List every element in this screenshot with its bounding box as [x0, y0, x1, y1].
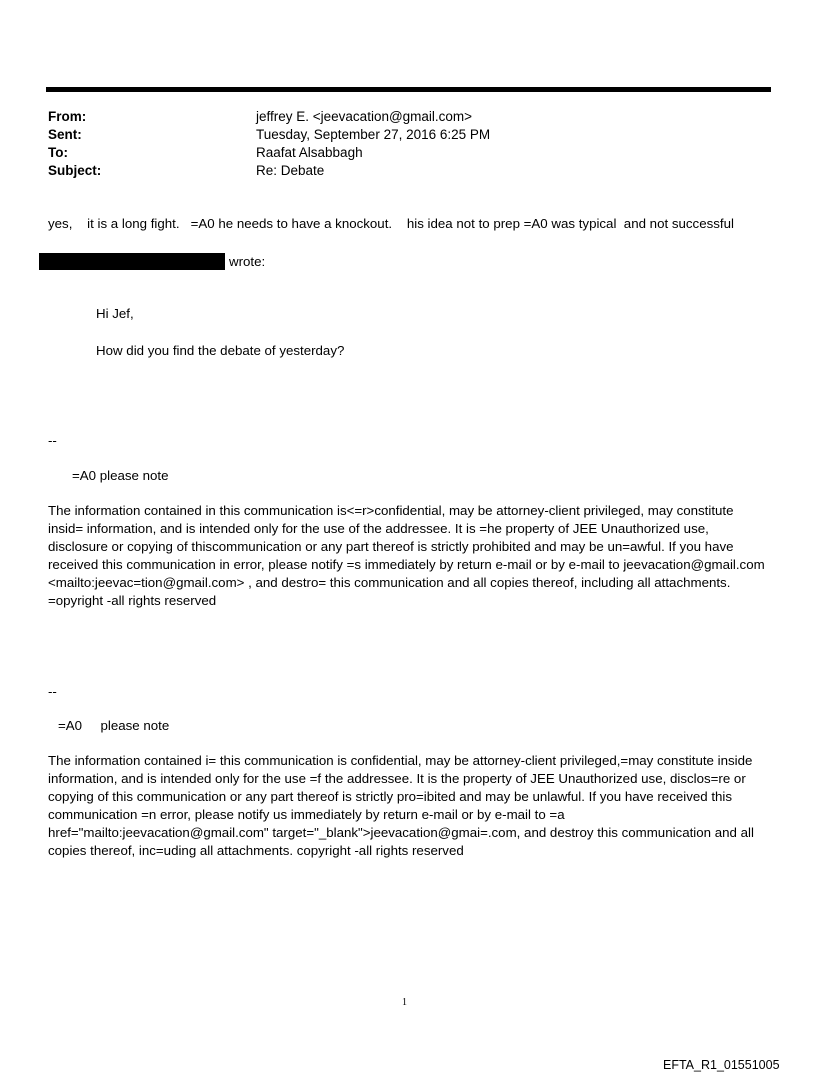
- sent-value: Tuesday, September 27, 2016 6:25 PM: [256, 127, 491, 142]
- signature-separator: --: [48, 684, 57, 699]
- disclaimer-paragraph: The information contained i= this communication is confidential, may be attorney-client privileged,=may constitute inside information, and is intended only for the use =f the addressee. It is the property of JEE Unauthorized use, disclos=re or copying of this communication or any part thereof is strictly pro=ibited and may be unlawful. If you have received this communication =n error, please notify us immediately by return e-mail or by e-mail to =a href="mailto:jeevacation@gmail.com" target="_blank">jeevacation@gmai=.com, and destroy this communication and all copies thereof, inc=uding all attachments. copyright -all rights reserved: [48, 753, 754, 858]
- disclaimer-paragraph: The information contained in this communication is<=r>confidential, may be attorney-client privileged, may constitute insid= information, and is intended only for the use of the addressee. It is =he property of JEE Unauthorized use, disclosure or copying of thiscommunication or any part thereof is strictly prohibited and may be un=awful. If you have received this communication in error, please notify =s immediately by return e-mail or by e-mail to jeevacation@gmail.com <mailto:jeevac=tion@gmail.com> , and destro= this communication and all copies thereof, including all attachments. =opyright -all rights reserved: [48, 503, 765, 608]
- quoted-question: How did you find the debate of yesterday?: [96, 343, 345, 358]
- reply-line: yes, it is a long fight. =A0 he needs to have a knockout. his idea not to prep =A0 was typical and not successful: [48, 216, 734, 231]
- please-note-line: =A0 please note: [58, 718, 170, 733]
- to-value: Raafat Alsabbagh: [256, 145, 363, 160]
- please-note-line: =A0 please note: [72, 468, 169, 483]
- from-value: jeffrey E. <jeevacation@gmail.com>: [256, 109, 473, 124]
- sent-label: Sent:: [48, 127, 82, 142]
- subject-label: Subject:: [48, 163, 102, 178]
- page-number: 1: [402, 997, 407, 1008]
- header-rule: [46, 87, 771, 92]
- redaction-block: [39, 253, 225, 270]
- quoted-greeting: Hi Jef,: [96, 306, 134, 321]
- to-label: To:: [48, 145, 68, 160]
- wrote-suffix: wrote:: [229, 254, 266, 269]
- document-id: EFTA_R1_01551005: [663, 1058, 780, 1072]
- from-label: From:: [48, 109, 87, 124]
- subject-value: Re: Debate: [256, 163, 325, 178]
- signature-separator: --: [48, 433, 57, 448]
